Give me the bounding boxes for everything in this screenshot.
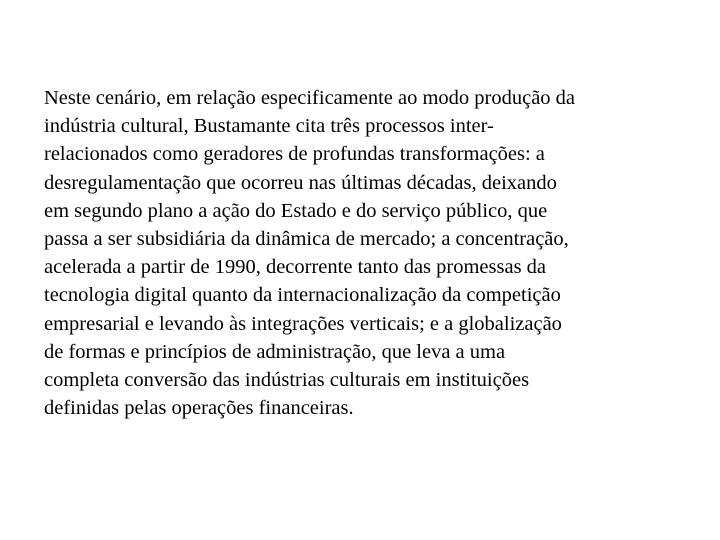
paragraph-line: acelerada a partir de 1990, decorrente tanto das promessas da [44,256,547,279]
paragraph-line: indústria cultural, Bustamante cita três processos inter- [44,115,494,138]
paragraph-line: passa a ser subsidiária da dinâmica de mercado; a concentração, [44,228,569,251]
paragraph-line: definidas pelas operações financeiras. [44,397,354,420]
paragraph-line: empresarial e levando às integrações verticais; e a globalização [44,312,562,335]
paragraph-line: de formas e princípios de administração, que leva a uma [44,340,506,363]
paragraph-line: completa conversão das indústrias culturais em instituições [44,369,530,392]
paragraph-line: relacionados como geradores de profundas transformações: a [44,143,545,166]
paragraph-line: tecnologia digital quanto da internacionalização da competição [44,284,561,307]
paragraph-line: em segundo plano a ação do Estado e do serviço público, que [44,199,548,222]
paragraph [44,84,684,422]
paragraph-line: desregulamentação que ocorreu nas últimas décadas, deixando [44,171,557,194]
paragraph-line: Neste cenário, em relação especificamente ao modo produção da [44,87,576,109]
